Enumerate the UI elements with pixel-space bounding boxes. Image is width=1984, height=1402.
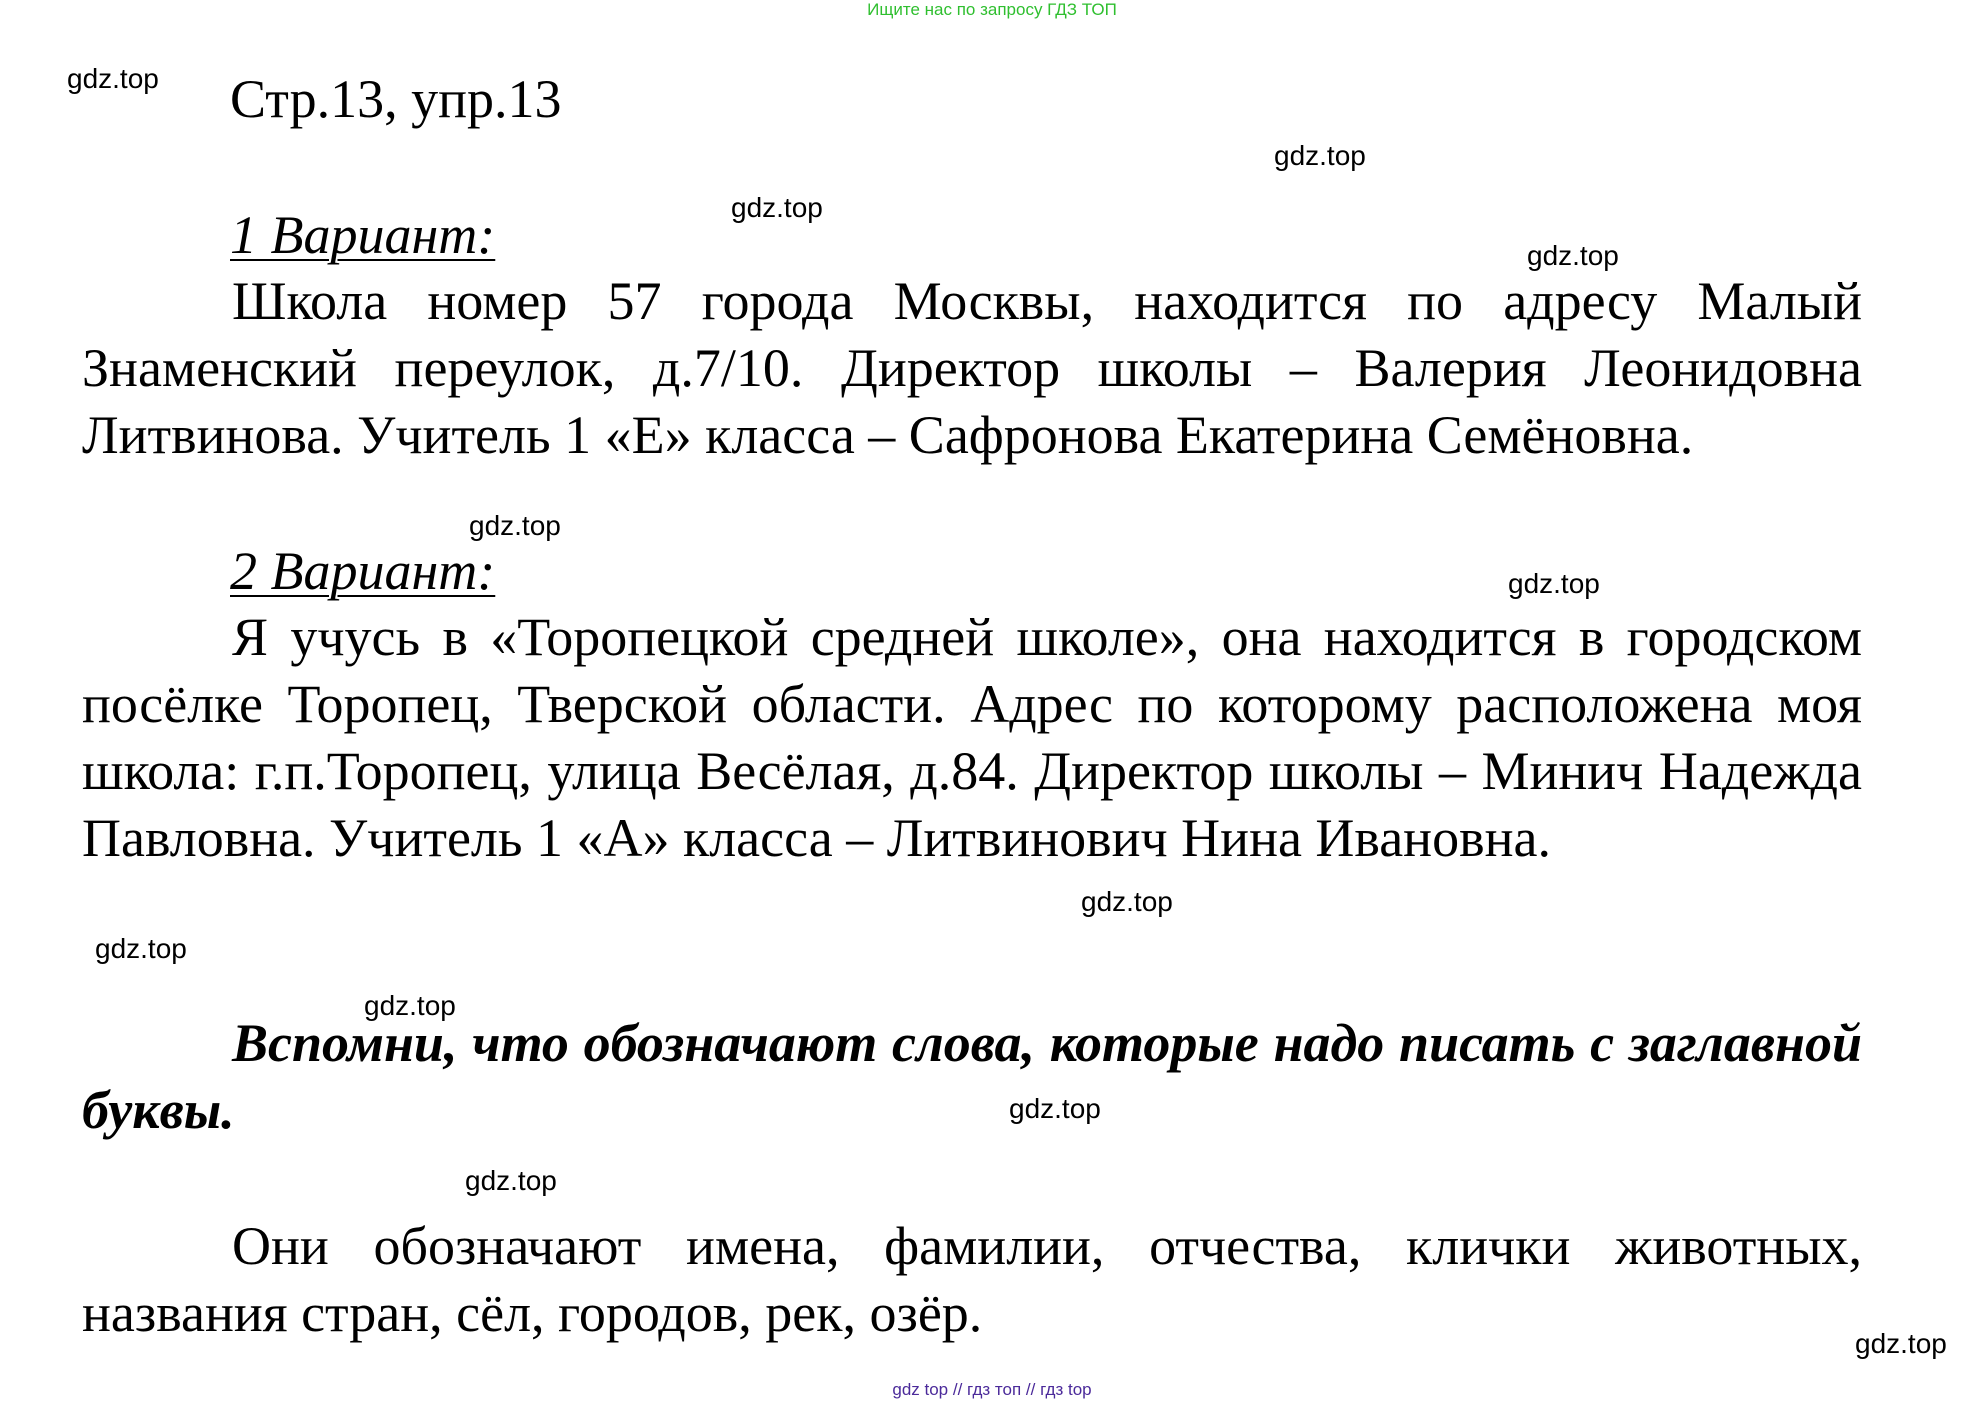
- task-text: Вспомни, что обозначают слова, которые надо писать с заглавной буквы.: [82, 1013, 1862, 1140]
- watermark: gdz.top: [1508, 568, 1600, 599]
- top-banner: Ищите нас по запросу ГДЗ ТОП: [867, 0, 1117, 19]
- answer-text: Они обозначают имена, фамилии, отчества, клички животных, названия стран, сёл, городов, рек, озёр.: [82, 1216, 1862, 1343]
- watermark: gdz.top: [1274, 140, 1366, 171]
- footer-link-gdz-top[interactable]: gdz top: [892, 1380, 949, 1399]
- watermark: gdz.top: [469, 510, 561, 541]
- footer-link-gdz-top-mixed[interactable]: гдз top: [1040, 1380, 1092, 1399]
- footer-link-gdz-top-cyr[interactable]: гдз топ: [967, 1380, 1022, 1399]
- watermark: gdz.top: [1081, 886, 1173, 917]
- variant-2-text: Я учусь в «Торопецкой средней школе», она находится в городском посёлке Торопец, Тверской области. Адрес по которому расположена моя школа: г.п.Торопец, улица Весёлая, д.84. Директор школы – Минич Надежда Павловна. Учитель 1 «А» класса – Литвинович Нина Ивановна.: [82, 607, 1862, 868]
- footer-separator: //: [952, 1380, 963, 1399]
- watermark: gdz.top: [465, 1165, 557, 1196]
- watermark: gdz.top: [731, 192, 823, 223]
- variant-2-heading: 2 Вариант:: [230, 541, 496, 601]
- watermark: gdz.top: [95, 933, 187, 964]
- watermark: gdz.top: [364, 990, 456, 1021]
- page-title: Стр.13, упр.13: [230, 69, 562, 129]
- variant-1-heading: 1 Вариант:: [230, 205, 496, 265]
- watermark: gdz.top: [1009, 1093, 1101, 1124]
- footer-links: [0, 1380, 1984, 1400]
- watermark: gdz.top: [67, 63, 159, 94]
- footer-separator: //: [1025, 1380, 1036, 1399]
- watermark: gdz.top: [1855, 1328, 1947, 1359]
- watermark: gdz.top: [1527, 240, 1619, 271]
- variant-1-text: Школа номер 57 города Москвы, находится по адресу Малый Знаменский переулок, д.7/10. Директор школы – Валерия Леонидовна Литвинова. Учитель 1 «Е» класса – Сафронова Екатерина Семёновна.: [82, 271, 1862, 465]
